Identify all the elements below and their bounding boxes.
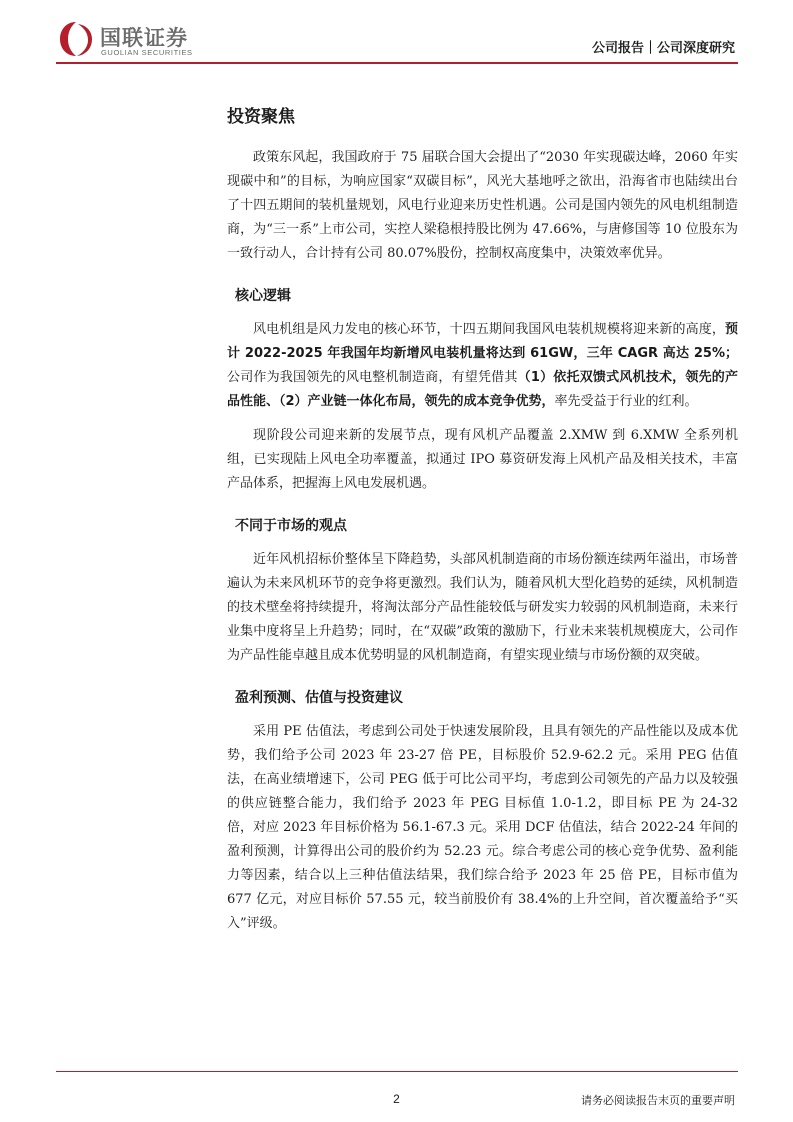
intro-paragraph: 政策东风起，我国政府于 75 届联合国大会提出了“2030 年实现碳达峰，2060 年实现碳中和”的目标，为响应国家“双碳目标”，风光大基地呼之欲出，沿海省市也陆续出台了十四五期间的装机量规划，风电行业迎来历史性机遇。公司是国内领先的风电机组制造商，为“三一系”上市公司，实控人梁稳根持股比例为 47.66%，与唐修国等 10 位股东为一致行动人，合计持有公司 80.07%股份，控制权高度集中，决策效率优异。 — [227, 150, 738, 261]
main-content — [227, 100, 738, 946]
section-title-forecast: 盈利预测、估值与投资建议 — [235, 690, 403, 706]
core-text-c: 公司作为我国领先的风电整机制造商，有望凭借其 — [227, 370, 518, 385]
core-logic-paragraph-1 — [227, 318, 738, 414]
footer-divider — [56, 1071, 738, 1072]
different-view-paragraph: 近年风机招标价整体呈下降趋势，头部风机制造商的市场份额连续两年溢出，市场普遍认为未来风机环节的竞争将更激烈。我们认为，随着风机大型化趋势的延续，风机制造的技术壁垒将持续提升，将淘汰部分产品性能较低与研发实力较弱的风机制造商，未来行业集中度将呈上升趋势；同时，在“双碳”政策的激励下，行业未来装机规模庞大，公司作为产品性能卓越且成本优势明显的风机制造商，有望实现业绩与市场份额的双突破。 — [227, 552, 738, 663]
forecast-paragraph: 采用 PE 估值法，考虑到公司处于快速发展阶段，且具有领先的产品性能以及成本优势，我们给予公司 2023 年 23-27 倍 PE，目标股价 52.9-62.2 元。采用 PEG 估值法，在高业绩增速下，公司 PEG 低于可比公司平均，考虑到公司领先的产品力以及较强的供应链整合能力，我们给予 2023 年 PEG 目标值 1.0-1.2，即目标 PE 为 24-32 倍，对应 2023 年目标价格为 56.1-67.3 元。采用 DCF 估值法，结合 2022-24 年间的盈利预测，计算得出公司的股价约为 52.23 元。综合考虑公司的核心竞争优势、盈利能力等因素，结合以上三种估值法结果，我们综合给予 2023 年 25 倍 PE，目标市值为 677 亿元，对应目标价 57.55 元，较当前股价有 38.4%的上升空间，首次覆盖给予“买入”评级。 — [227, 724, 738, 931]
logo-english-text: GUOLIAN SECURITIES — [101, 48, 193, 57]
header-divider — [56, 62, 738, 64]
page-number: 2 — [393, 1092, 400, 1106]
core-text-e: 率先受益于行业的红利。 — [554, 394, 698, 409]
core-text-b-bold: 预计 2022-2025 年我国年均新增风电装机量将达到 61GW，三年 CAGR 高达 25%； — [227, 322, 738, 361]
core-logic-paragraph-2: 现阶段公司迎来新的发展节点，现有风机产品覆盖 2.XMW 到 6.XMW 全系列机组，已实现陆上风电全功率覆盖，拟通过 IPO 募资研发海上风机产品及相关技术，丰富产品体系，把握海上风电发展机遇。 — [227, 428, 738, 491]
page-title: 投资聚焦 — [227, 107, 295, 127]
disclaimer-text: 请务必阅读报告末页的重要声明 — [581, 1094, 735, 1107]
guolian-logo-icon — [58, 20, 94, 58]
section-title-different-view: 不同于市场的观点 — [235, 518, 347, 534]
page-header — [0, 0, 793, 70]
company-logo — [58, 20, 218, 60]
report-type: 公司报告｜公司深度研究 — [591, 41, 735, 56]
core-text-a: 风电机组是风力发电的核心环节，十四五期间我国风电装机规模将迎来新的高度， — [253, 322, 725, 337]
logo-chinese-text: 国联证券 — [100, 26, 188, 50]
section-title-core-logic: 核心逻辑 — [235, 288, 291, 304]
core-text-d-bold: （1）依托双馈式风机技术，领先的产品性能、（2）产业链一体化布局，领先的成本竞争优势， — [227, 370, 738, 409]
